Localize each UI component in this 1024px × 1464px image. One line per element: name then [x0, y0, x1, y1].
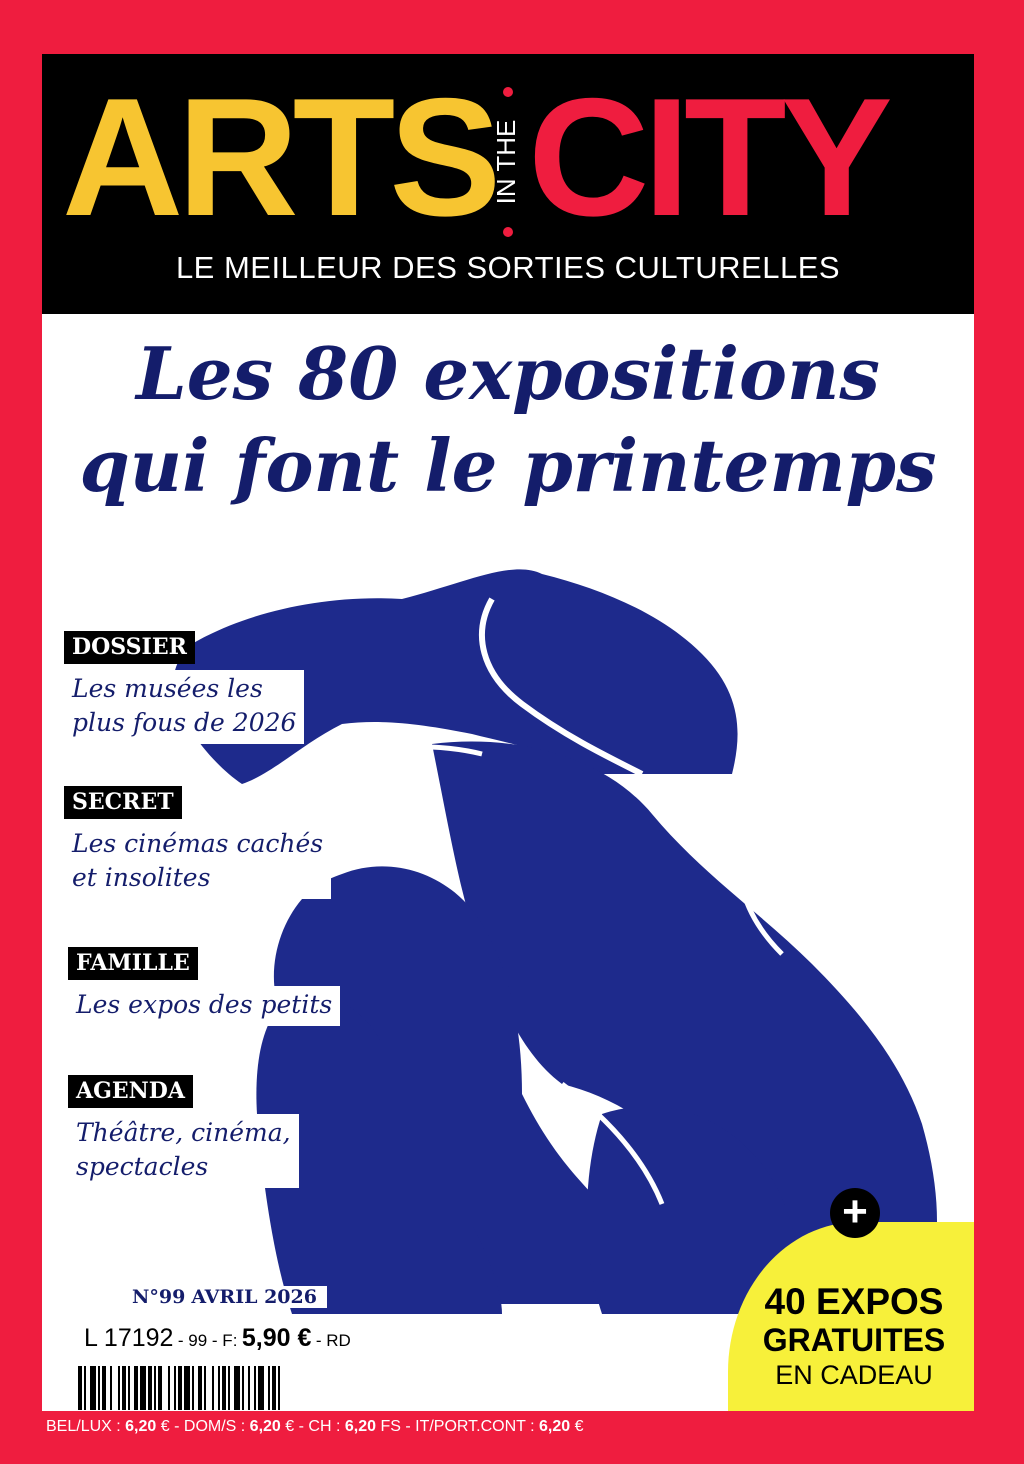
logo-in-the-text: IN THE: [490, 119, 521, 205]
barcode-bar: [258, 1366, 264, 1410]
price-line: [78, 1324, 357, 1353]
feature-line: plus fous de 2026: [72, 708, 297, 737]
barcode-bar: [90, 1366, 96, 1410]
barcode-bar: [212, 1366, 214, 1410]
barcode-bar: [148, 1366, 152, 1410]
barcode-bar: [140, 1366, 146, 1410]
feature-description: [68, 1114, 299, 1188]
barcode-bar: [118, 1366, 120, 1410]
headline-line-1: Les 80 expositions: [136, 331, 880, 416]
price-value: 6,20: [344, 1418, 376, 1435]
barcode-bar: [254, 1366, 256, 1410]
issue-number: N°99: [132, 1286, 186, 1308]
price-unit: €: [160, 1418, 170, 1435]
promo-line-1: 40 EXPOS: [764, 1281, 944, 1322]
barcode-bar: [134, 1366, 138, 1410]
international-prices: [46, 1418, 584, 1436]
price-label: - CH :: [298, 1418, 341, 1435]
price-value: 6,20: [539, 1418, 571, 1435]
tagline: LE MEILLEUR DES SORTIES CULTURELLES: [175, 250, 841, 285]
feature-line: Les musées les: [72, 674, 263, 703]
price-suffix: - RD: [315, 1331, 351, 1350]
issue-date: AVRIL 2026: [191, 1286, 317, 1308]
barcode-bar: [222, 1366, 226, 1410]
headline-line-2: qui font le printemps: [79, 423, 937, 508]
barcode-bar: [248, 1366, 250, 1410]
barcode-bar: [192, 1366, 194, 1410]
barcode-bar: [268, 1366, 270, 1410]
feature-line: et insolites: [72, 863, 211, 892]
barcode-bar: [98, 1366, 100, 1410]
price-value: 6,20: [125, 1418, 157, 1435]
barcode-bar: [218, 1366, 220, 1410]
barcode-bar: [234, 1366, 240, 1410]
feature-line: Théâtre, cinéma,: [76, 1118, 291, 1147]
feature-description: [64, 825, 331, 899]
barcode-bar: [122, 1366, 126, 1410]
feature-tag: FAMILLE: [68, 947, 198, 980]
feature-line: Les expos des petits: [76, 990, 333, 1019]
barcode-bar: [110, 1366, 112, 1410]
product-code: L 17192: [84, 1324, 174, 1352]
barcode-bar: [242, 1366, 244, 1410]
feature-description: [64, 670, 304, 744]
barcode-bar: [102, 1366, 106, 1410]
barcode-bar: [272, 1366, 276, 1410]
barcode-bar: [174, 1366, 176, 1410]
logo-city: CITY: [528, 63, 887, 251]
feature-dossier: [64, 631, 304, 744]
feature-description: [68, 986, 340, 1026]
barcode-bar: [278, 1366, 280, 1410]
barcode-bar: [184, 1366, 190, 1410]
barcode-bar: [178, 1366, 182, 1410]
barcode-bar: [84, 1366, 86, 1410]
feature-secret: [64, 786, 331, 899]
magazine-cover: [42, 54, 974, 1411]
price-unit: €: [574, 1418, 584, 1435]
feature-line: spectacles: [76, 1152, 209, 1181]
promo-text: [734, 1282, 974, 1392]
logo-arts: ARTS: [62, 63, 496, 251]
issue-info: [128, 1286, 327, 1308]
feature-tag: SECRET: [64, 786, 182, 819]
barcode-bar: [78, 1366, 82, 1410]
price-label: - DOM/S :: [174, 1418, 246, 1435]
feature-agenda: [68, 1075, 299, 1188]
promo-line-3: EN CADEAU: [775, 1360, 933, 1390]
barcode: [76, 1366, 424, 1410]
price-unit: €: [285, 1418, 295, 1435]
price-unit: FS: [380, 1418, 401, 1435]
barcode-bar: [158, 1366, 162, 1410]
promo-line-2: GRATUITES: [762, 1322, 946, 1358]
feature-famille: [68, 947, 340, 1026]
cover-price: 5,90 €: [241, 1324, 312, 1352]
plus-icon: +: [830, 1188, 880, 1238]
barcode-bar: [228, 1366, 230, 1410]
price-separator: - 99 - F:: [177, 1331, 238, 1350]
barcode-bar: [128, 1366, 130, 1410]
barcode-bar: [168, 1366, 170, 1410]
feature-tag: DOSSIER: [64, 631, 195, 664]
barcode-bar: [198, 1366, 202, 1410]
barcode-bar: [204, 1366, 206, 1410]
price-label: - IT/PORT.CONT :: [405, 1418, 535, 1435]
feature-line: Les cinémas cachés: [72, 829, 324, 858]
feature-tag: AGENDA: [68, 1075, 193, 1108]
barcode-bar: [154, 1366, 156, 1410]
price-label: BEL/LUX :: [46, 1418, 121, 1435]
price-value: 6,20: [249, 1418, 281, 1435]
